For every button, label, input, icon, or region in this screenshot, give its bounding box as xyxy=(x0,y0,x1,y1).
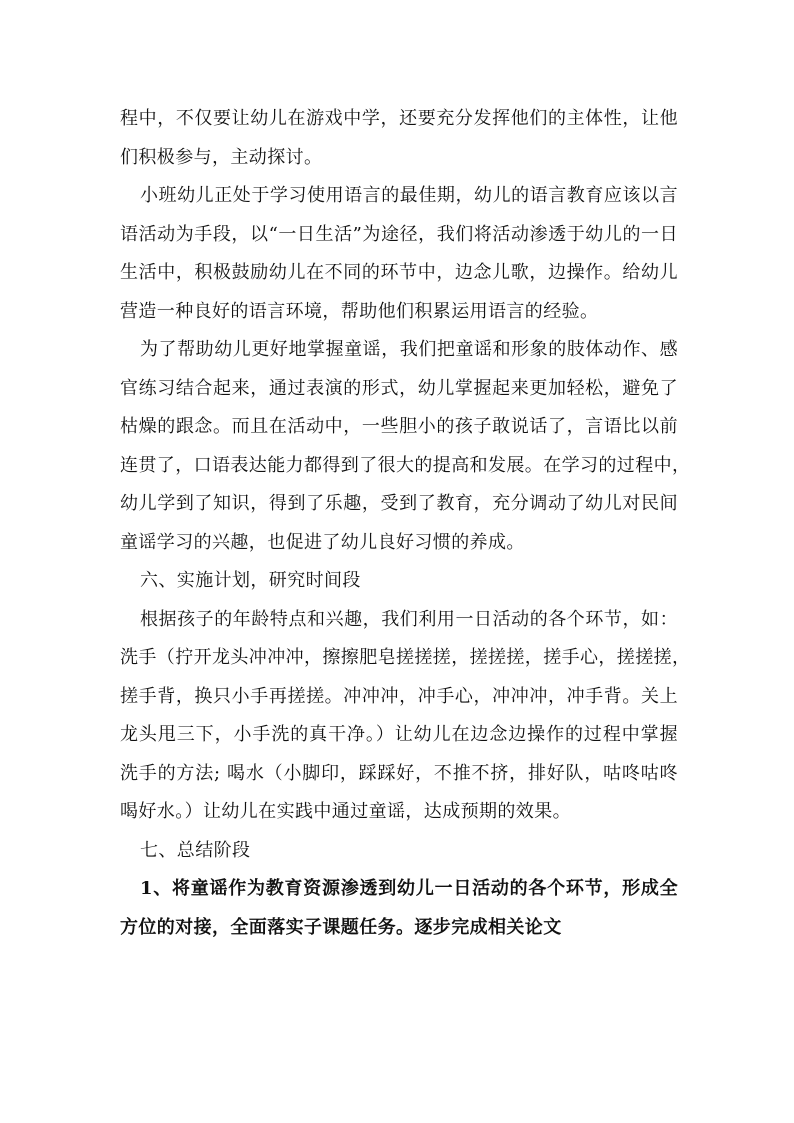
paragraph-line: 1、将童谣作为教育资源渗透到幼儿一日活动的各个环节，形成全 xyxy=(140,878,678,899)
paragraph-line: 语活动为手段，以“一日生活”为途径，我们将活动渗透于幼儿的一日 xyxy=(120,223,678,245)
paragraph-line: 搓手背，换只小手再搓搓。冲冲冲，冲手心，冲冲冲，冲手背。关上 xyxy=(120,685,678,707)
section-heading: 七、总结阶段 xyxy=(140,839,251,861)
paragraph-line: 为了帮助幼儿更好地掌握童谣，我们把童谣和形象的肢体动作、感 xyxy=(140,339,678,360)
paragraph-line: 幼儿学到了知识，得到了乐趣，受到了教育，充分调动了幼儿对民间 xyxy=(120,493,678,514)
document-body xyxy=(120,100,691,947)
paragraph-line: 洗手的方法; 喝水（小脚印，踩踩好，不推不挤，排好队，咕咚咕咚 xyxy=(120,762,678,784)
paragraph-line: 官练习结合起来，通过表演的形式，幼儿掌握起来更加轻松，避免了 xyxy=(120,377,678,399)
paragraph-line: 喝好水。）让幼儿在实践中通过童谣，达成预期的效果。 xyxy=(120,801,571,822)
paragraph-line: 根据孩子的年龄特点和兴趣，我们利用一日活动的各个环节，如： xyxy=(140,608,678,630)
paragraph-line: 洗手（拧开龙头冲冲冲，擦擦肥皂搓搓搓，搓搓搓，搓手心，搓搓搓， xyxy=(120,647,691,668)
paragraph-line: 们积极参与，主动探讨。 xyxy=(120,146,323,168)
paragraph-line: 童谣学习的兴趣，也促进了幼儿良好习惯的养成。 xyxy=(120,531,525,553)
paragraph-line: 小班幼儿正处于学习使用语言的最佳期，幼儿的语言教育应该以言 xyxy=(140,185,678,206)
paragraph-line: 程中，不仅要让幼儿在游戏中学，还要充分发挥他们的主体性，让他 xyxy=(120,108,678,129)
paragraph-line: 龙头甩三下，小手洗的真干净。）让幼儿在边念边操作的过程中掌握 xyxy=(120,724,678,745)
section-heading: 六、实施计划，研究时间段 xyxy=(140,570,361,591)
paragraph-line: 方位的对接，全面落实子课题任务。逐步完成相关论文 xyxy=(120,916,562,938)
paragraph-line: 营造一种良好的语言环境，帮助他们积累运用语言的经验。 xyxy=(120,300,599,322)
paragraph-line: 连贯了，口语表达能力都得到了很大的提高和发展。在学习的过程中， xyxy=(120,454,691,476)
paragraph-line: 枯燥的跟念。而且在活动中，一些胆小的孩子敢说话了，言语比以前 xyxy=(120,416,678,437)
paragraph-line: 生活中，积极鼓励幼儿在不同的环节中，边念儿歌，边操作。给幼儿 xyxy=(120,262,678,283)
